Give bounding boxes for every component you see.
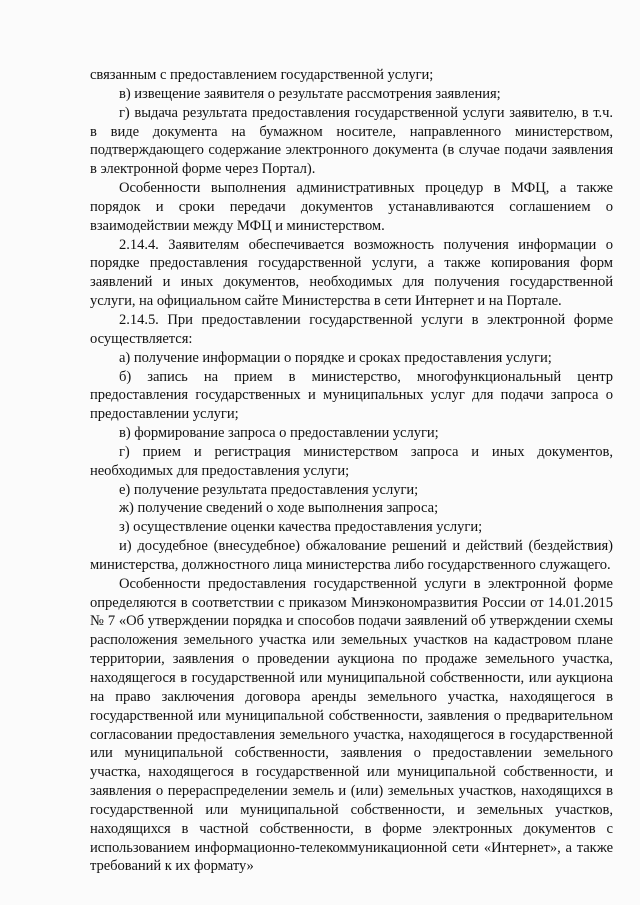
document-body xyxy=(90,66,613,876)
paragraph-2-14-5: 2.14.5. При предоставлении государственной услуги в электронной форме осуществляется: xyxy=(90,311,613,347)
list-item-v-notification: в) извещение заявителя о результате рассмотрения заявления; xyxy=(119,85,501,102)
list-item-e: е) получение результата предоставления услуги; xyxy=(119,481,419,498)
list-item-z: з) осуществление оценки качества предоставления услуги; xyxy=(119,519,483,536)
list-item-g-result-issuance: г) выдача результата предоставления государственной услуги заявителю, в т.ч. в виде документа на бумажном носителе, направленного министерством, подтверждающего содержание электронного документа (в случае подачи заявления в электронной форме через Портал). xyxy=(90,104,613,178)
list-item-i: и) досудебное (внесудебное) обжалование решений и действий (бездействия) министерства, должностного лица министерства либо государственного служащего. xyxy=(90,538,613,573)
list-item-zh: ж) получение сведений о ходе выполнения запроса; xyxy=(119,500,439,517)
list-item-b: б) запись на прием в министерство, многофункциональный центр предоставления государственных и муниципальных услуг для подачи запроса о предоставлении услуги; xyxy=(90,368,613,423)
paragraph-mfc-features: Особенности выполнения административных процедур в МФЦ, а также порядок и сроки передачи документов устанавливаются соглашением о взаимодействии между МФЦ и министерством. xyxy=(90,180,613,234)
list-item-v: в) формирование запроса о предоставлении услуги; xyxy=(119,425,439,442)
paragraph-2-14-4: 2.14.4. Заявителям обеспечивается возможность получения информации о порядке предоставления государственной услуги, а также копирования форм заявлений и иных документов, необходимых для получения государственной услуги, на официальном сайте Министерства в сети Интернет и на Портале. xyxy=(90,236,613,310)
list-item-g: г) прием и регистрация министерством запроса и иных документов, необходимых для предоставления услуги; xyxy=(90,443,613,479)
paragraph-continuation: связанным с предоставлением государственной услуги; xyxy=(90,67,434,83)
list-item-a: а) получение информации о порядке и сроках предоставления услуги; xyxy=(119,349,552,366)
paragraph-electronic-features: Особенности предоставления государственной услуги в электронной форме определяются в соответствии с приказом Минэкономразвития России от 14.01.2015 № 7 «Об утверждении порядка и способов подачи заявлений об утверждении схемы расположения земельного участка или земельных участков на кадастровом плане территории, заявления о проведении аукциона по продаже земельного участка, находящегося в государственной или муниципальной собственности, или аукциона на право заключения договора аренды земельного участка, находящегося в государственной или муниципальной собственности, заявления о предварительном согласовании предоставления земельного участка, находящегося в государственной или муниципальной собственности, заявления о предоставлении земельного участка, находящегося в государственной или муниципальной собственности, и заявления о перераспределении земель и (или) земельных участков, находящихся в государственной или муниципальной собственности, и земельных участков, находящихся в частной собственности, в форме электронных документов с использованием информационно-телекоммуникационной сети «Интернет», а также требований к их формату» xyxy=(90,575,613,875)
